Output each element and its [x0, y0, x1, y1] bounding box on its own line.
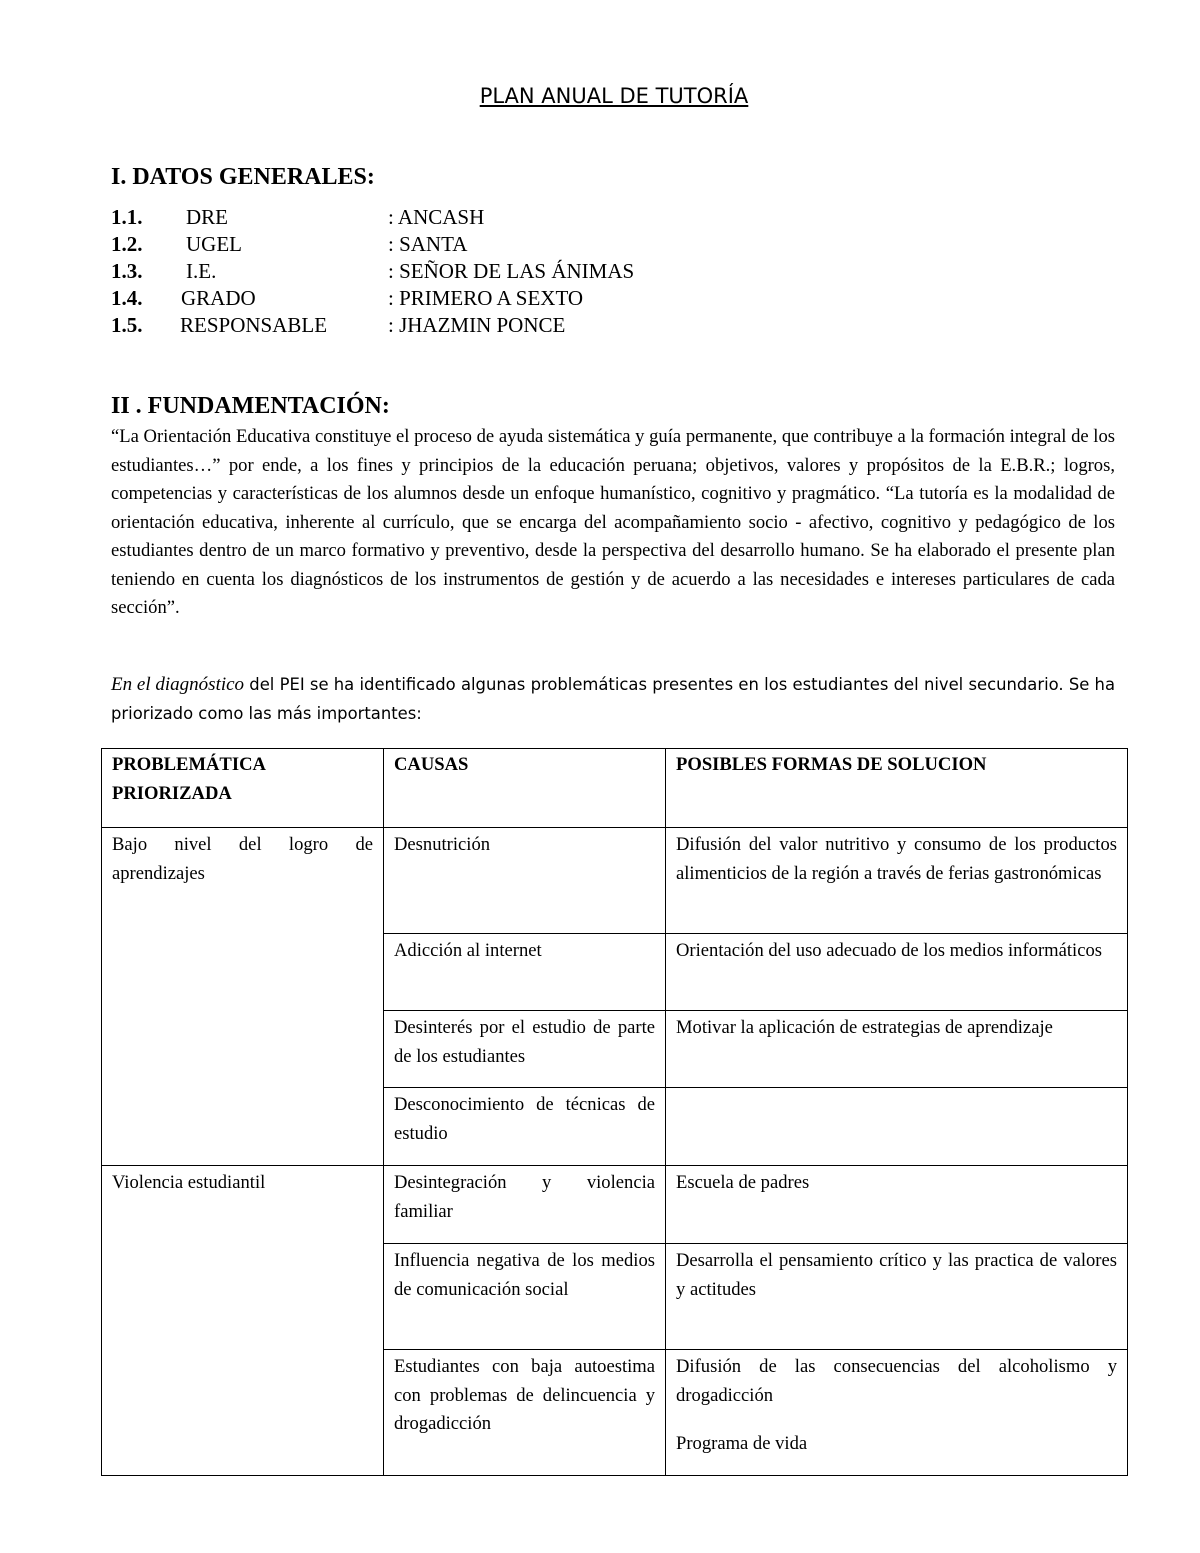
- datos-row: [111, 286, 811, 313]
- cause-cell: Adicción al internet: [384, 934, 666, 1011]
- cause-cell: Desintegración y violencia familiar: [384, 1166, 666, 1244]
- solution-cell: Orientación del uso adecuado de los medios informáticos: [666, 934, 1128, 1011]
- datos-label: UGEL: [186, 232, 242, 256]
- table-row: [102, 828, 1128, 934]
- cause-cell: Desinterés por el estudio de parte de los estudiantes: [384, 1011, 666, 1088]
- cause-cell: Influencia negativa de los medios de comunicación social: [384, 1244, 666, 1350]
- diagnostico-italic: En el diagnóstico: [111, 674, 245, 695]
- solution-text: Difusión de las consecuencias del alcoholismo y drogadicción: [676, 1356, 1117, 1406]
- diagnostico-text: del PEI se ha identificado algunas problemáticas presentes en los estudiantes del nivel secundario. Se ha priorizado como las más importantes:: [111, 675, 1115, 723]
- solution-cell: Difusión del valor nutritivo y consumo de los productos alimenticios de la región a través de ferias gastronómicas: [666, 828, 1128, 934]
- datos-value: : SANTA: [388, 232, 468, 256]
- header-problematica: PROBLEMÁTICA PRIORIZADA: [102, 749, 384, 828]
- datos-number: 1.2.: [111, 232, 143, 256]
- datos-value: : JHAZMIN PONCE: [388, 313, 566, 337]
- solution-text-extra: Programa de vida: [676, 1433, 808, 1454]
- datos-row: [111, 259, 811, 286]
- header-soluciones: POSIBLES FORMAS DE SOLUCION: [666, 749, 1128, 828]
- solution-cell: [666, 1350, 1128, 1476]
- table-row: [102, 1166, 1128, 1244]
- datos-label: DRE: [186, 205, 228, 229]
- document-title: PLAN ANUAL DE TUTORÍA: [479, 84, 749, 108]
- datos-label: GRADO: [181, 286, 256, 310]
- datos-label: RESPONSABLE: [180, 313, 328, 337]
- datos-row: [111, 313, 811, 340]
- datos-value: : PRIMERO A SEXTO: [388, 286, 584, 310]
- datos-number: 1.3.: [111, 259, 143, 283]
- solution-cell: Escuela de padres: [666, 1166, 1128, 1244]
- fundamentacion-paragraph: “La Orientación Educativa constituye el proceso de ayuda sistemática y guía permanente, que contribuye a la formación integral de los estudiantes…” por ende, a los fines y principios de la educación peruana; objetivos, valores y propósitos de la E.B.R.; logros, competencias y características de los alumnos desde un enfoque humanístico, cognitivo y pragmático. “La tutoría es la modalidad de orientación educativa, inherente al currículo, que se encarga del acompañamiento socio - afectivo, cognitivo y pedagógico de los estudiantes dentro de un marco formativo y preventivo, desde la perspectiva del desarrollo humano. Se ha elaborado el presente plan teniendo en cuenta los diagnósticos de los instrumentos de gestión y de acuerdo a las necesidades e intereses particulares de cada sección”.: [111, 426, 1115, 618]
- datos-value: : SEÑOR DE LAS ÁNIMAS: [388, 259, 635, 283]
- datos-number: 1.5.: [111, 313, 143, 337]
- solution-cell: Desarrolla el pensamiento crítico y las practica de valores y actitudes: [666, 1244, 1128, 1350]
- solution-cell: Motivar la aplicación de estrategias de aprendizaje: [666, 1011, 1128, 1088]
- datos-row: [111, 232, 811, 259]
- datos-label: I.E.: [186, 259, 217, 283]
- datos-number: 1.1.: [111, 205, 143, 229]
- section-heading-datos: I. DATOS GENERALES:: [111, 164, 375, 190]
- diagnostico-paragraph: [111, 670, 1115, 728]
- datos-row: [111, 205, 811, 232]
- problem-cell: Violencia estudiantil: [102, 1166, 384, 1476]
- cause-cell: Estudiantes con baja autoestima con problemas de delincuencia y drogadicción: [384, 1350, 666, 1476]
- datos-number: 1.4.: [111, 286, 143, 310]
- cause-cell: Desconocimiento de técnicas de estudio: [384, 1088, 666, 1166]
- cause-cell: Desnutrición: [384, 828, 666, 934]
- problem-cell: Bajo nivel del logro de aprendizajes: [102, 828, 384, 1166]
- datos-value: : ANCASH: [388, 205, 485, 229]
- header-causas: CAUSAS: [384, 749, 666, 828]
- problematica-table: [101, 748, 1128, 1476]
- solution-cell: [666, 1088, 1128, 1166]
- section-heading-fundamentacion: II . FUNDAMENTACIÓN:: [111, 393, 390, 419]
- table-header-row: [102, 749, 1128, 828]
